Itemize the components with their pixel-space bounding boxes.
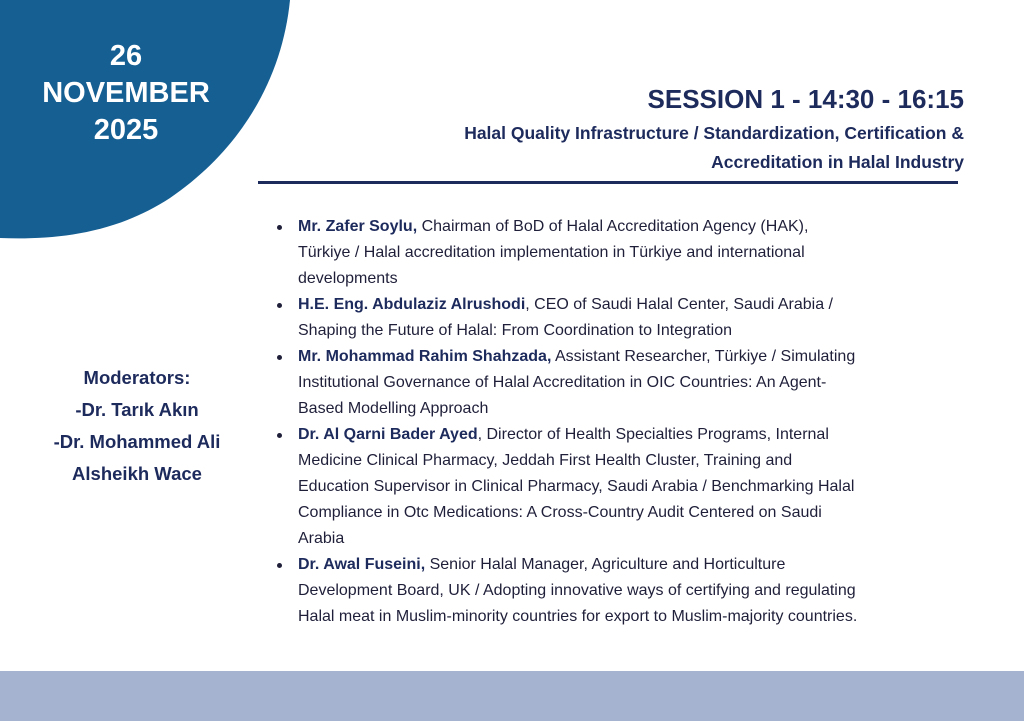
session-subtitle-line-2: Accreditation in Halal Industry <box>711 152 964 172</box>
session-subtitle-line-1: Halal Quality Infrastructure / Standardization, Certification & <box>464 123 964 143</box>
speaker-text: Halal meat in Muslim-minority countries for export to Muslim-majority countries. <box>298 608 858 625</box>
speaker-text: Arabia <box>298 530 345 547</box>
speaker-text: Development Board, UK / Adopting innovative ways of certifying and regulating <box>298 582 856 599</box>
speaker-list <box>272 214 972 630</box>
speaker-text: Assistant Researcher, Türkiye / Simulating <box>551 348 856 365</box>
speaker-text: developments <box>298 270 398 287</box>
speaker-text: Medicine Clinical Pharmacy, Jeddah First Health Cluster, Training and <box>298 452 793 469</box>
session-title: SESSION 1 - 14:30 - 16:15 <box>647 84 964 114</box>
date-year: 2025 <box>93 114 159 146</box>
speaker-text: , Director of Health Specialties Programs, Internal <box>477 426 829 443</box>
bullet-icon <box>277 303 282 308</box>
speaker-item <box>272 422 972 552</box>
speaker-text: Compliance in Otc Medications: A Cross-Country Audit Centered on Saudi <box>298 504 822 521</box>
speaker-text: Based Modelling Approach <box>298 400 489 417</box>
footer-band <box>0 671 1024 721</box>
speaker-name: Dr. Al Qarni Bader Ayed <box>298 426 478 443</box>
speaker-item <box>272 344 972 422</box>
speaker-item <box>272 552 972 630</box>
speaker-text: Senior Halal Manager, Agriculture and Horticulture <box>425 556 786 573</box>
speaker-name: H.E. Eng. Abdulaziz Alrushodi <box>298 296 526 313</box>
bullet-icon <box>277 225 282 230</box>
speaker-text: Institutional Governance of Halal Accreditation in OIC Countries: An Agent- <box>298 374 827 391</box>
bullet-icon <box>277 433 282 438</box>
date-month: NOVEMBER <box>42 77 210 109</box>
date-day: 26 <box>109 40 143 72</box>
speaker-text: Türkiye / Halal accreditation implementation in Türkiye and international <box>298 244 805 261</box>
moderators-block <box>20 362 254 490</box>
moderator-1: -Dr. Tarık Akın <box>75 399 199 420</box>
speaker-text: Education Supervisor in Clinical Pharmacy, Saudi Arabia / Benchmarking Halal <box>298 478 855 495</box>
event-date <box>0 38 252 149</box>
moderators-heading: Moderators: <box>83 367 191 388</box>
session-subtitle <box>344 119 964 177</box>
bullet-icon <box>277 355 282 360</box>
speaker-item <box>272 292 972 344</box>
speaker-name: Dr. Awal Fuseini, <box>298 556 426 573</box>
moderator-2-line-1: -Dr. Mohammed Ali <box>53 431 221 452</box>
bullet-icon <box>277 563 282 568</box>
speaker-name: Mr. Mohammad Rahim Shahzada, <box>298 348 552 365</box>
header-divider <box>258 181 958 184</box>
speaker-name: Mr. Zafer Soylu, <box>298 218 418 235</box>
speaker-text: , CEO of Saudi Halal Center, Saudi Arabia / <box>525 296 833 313</box>
moderator-2-line-2: Alsheikh Wace <box>72 463 202 484</box>
speaker-text: Chairman of BoD of Halal Accreditation Agency (HAK), <box>417 218 809 235</box>
speaker-text: Shaping the Future of Halal: From Coordination to Integration <box>298 322 733 339</box>
speaker-item <box>272 214 972 292</box>
